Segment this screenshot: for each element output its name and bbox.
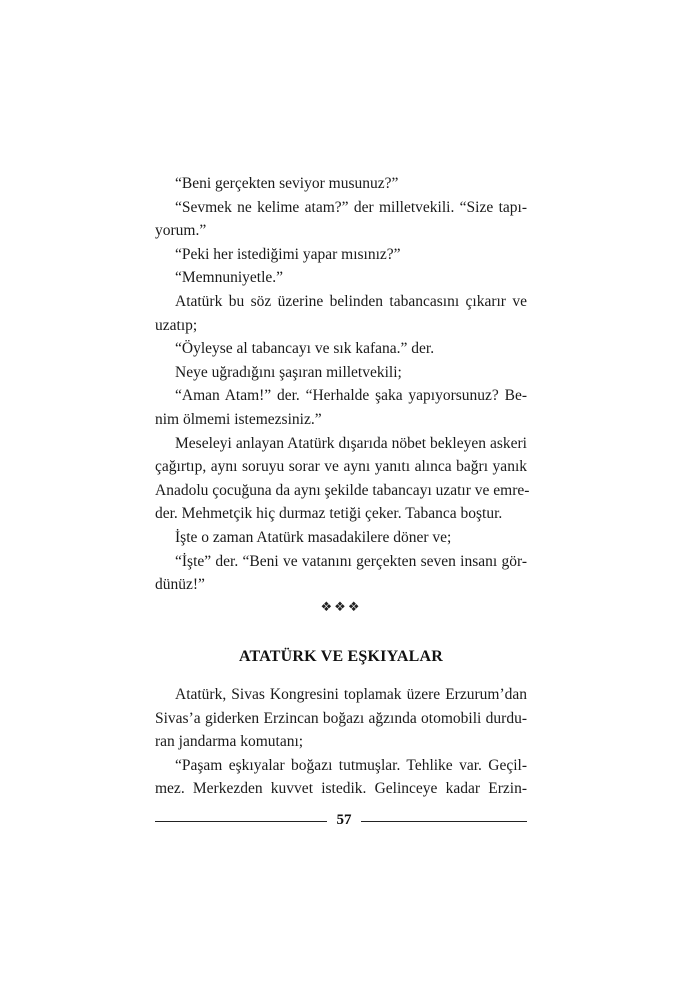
text-line: çağırtıp, aynı soruyu sorar ve aynı yanıtı alınca bağrı yanık <box>155 458 527 476</box>
section-body-text <box>155 683 527 801</box>
section-heading: ATATÜRK VE EŞKIYALAR <box>238 648 444 665</box>
footer-rule-left <box>155 821 327 822</box>
text-line: İşte o zaman Atatürk masadakilere döner ve; <box>175 528 452 546</box>
text-line: Sivas’a giderken Erzincan boğazı ağzında otomobili durdu- <box>155 709 527 727</box>
text-line: “Beni gerçekten seviyor musunuz?” <box>175 175 399 192</box>
text-line: “Sevmek ne kelime atam?” der milletvekili. “Size tapı- <box>175 198 527 216</box>
text-line: der. Mehmetçik hiç durmaz tetiği çeker. Tabanca boştur. <box>155 505 503 523</box>
text-line: “İşte” der. “Beni ve vatanını gerçekten seven insanı gör- <box>175 552 527 570</box>
text-line: “Öyleyse al tabancayı ve sık kafana.” der. <box>175 340 435 358</box>
footer-rule-right <box>361 821 527 822</box>
text-line: Atatürk, Sivas Kongresini toplamak üzere Erzurum’dan <box>175 686 527 703</box>
page-footer <box>155 812 527 832</box>
text-line: “Memnuniyetle.” <box>175 269 284 287</box>
text-line: Neye uğradığını şaşıran milletvekili; <box>175 363 402 381</box>
text-line: ran jandarma komutanı; <box>155 733 304 751</box>
text-line: dünüz!” <box>155 576 205 594</box>
text-line: “Peki her istediğimi yapar mısınız?” <box>175 245 401 263</box>
text-line: nim ölmemi istemezsiniz.” <box>155 410 322 428</box>
text-line: “Aman Atam!” der. “Herhalde şaka yapıyorsunuz? Be- <box>175 387 527 405</box>
page-number: 57 <box>336 812 352 828</box>
section-divider-ornament: ❖❖❖ <box>320 600 362 615</box>
text-line: Anadolu çocuğuna da aynı şekilde tabancayı uzatır ve emre- <box>155 481 530 499</box>
story-text <box>155 172 530 597</box>
text-line: “Paşam eşkıyalar boğazı tutmuşlar. Tehlike var. Geçil- <box>175 756 527 774</box>
text-line: mez. Merkezden kuvvet istedik. Gelinceye kadar Erzin- <box>155 780 527 798</box>
text-line: Meseleyi anlayan Atatürk dışarıda nöbet bekleyen askeri <box>175 434 527 452</box>
text-line: Atatürk bu söz üzerine belinden tabancasını çıkarır ve <box>175 292 527 310</box>
text-line: yorum.” <box>155 222 207 240</box>
text-line: uzatıp; <box>155 316 198 334</box>
